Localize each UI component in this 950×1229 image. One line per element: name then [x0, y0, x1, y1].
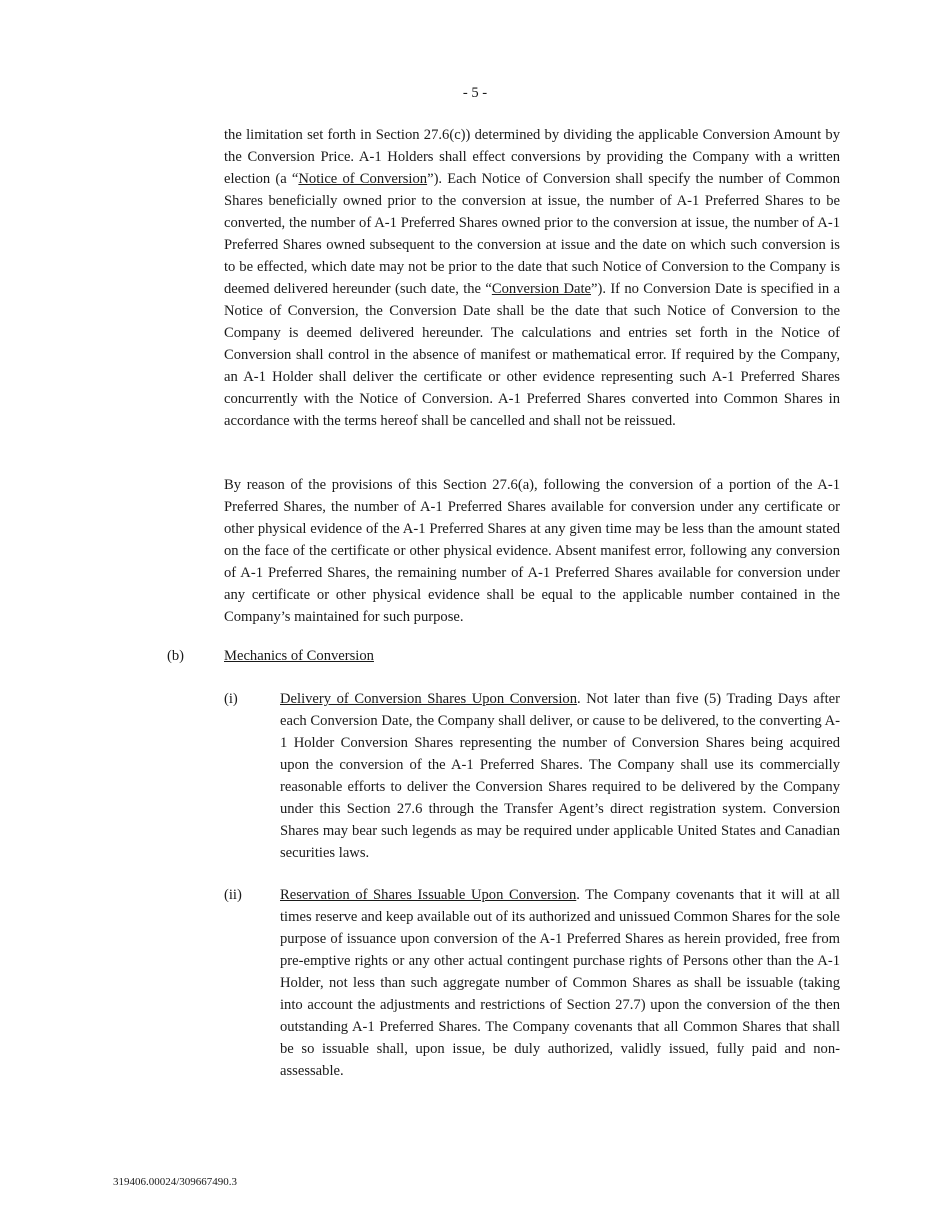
item-i-body: [280, 688, 840, 864]
item-ii-body: [280, 884, 840, 1082]
item-i: [224, 688, 840, 864]
document-footer-code: 319406.00024/309667490.3: [113, 1176, 238, 1188]
item-ii: [224, 884, 840, 1082]
section-b-number: (b): [167, 648, 185, 664]
item-ii-number: (ii): [224, 887, 242, 903]
item-i-number: (i): [224, 691, 238, 707]
item-i-text: . Not later than five (5) Trading Days after each Conversion Date, the Company shall deliver, or cause to be delivered, to the converting A-1 Holder Conversion Shares representing the number of Conversion Shares being acquired upon the conversion of the A-1 Preferred Shares. The Company shall use its commercially reasonable efforts to deliver the Conversion Shares required to be delivered by the Company under this Section 27.6 through the Transfer Agent’s direct registration system. Conversion Shares may bear such legends as may be required under applicable United States and Canadian securities laws.: [280, 691, 841, 861]
item-i-heading: Delivery of Conversion Shares Upon Conversion: [280, 691, 577, 707]
defined-term-conversion-date: Conversion Date: [491, 281, 592, 297]
item-ii-heading: Reservation of Shares Issuable Upon Conversion: [280, 887, 577, 903]
partial-conversion-paragraph: By reason of the provisions of this Section 27.6(a), following the conversion of a portion of the A-1 Preferred Shares, the number of A-1 Preferred Shares available for conversion under any certificate or other physical evidence of the A-1 Preferred Shares at any given time may be less than the amount stated on the face of the certificate or other physical evidence. Absent manifest error, following any conversion of A-1 Preferred Shares, the remaining number of A-1 Preferred Shares available for conversion under any certificate or other physical evidence shall be equal to the applicable number contained in the Company’s maintained for such purpose.: [224, 477, 840, 625]
section-b-heading: Mechanics of Conversion: [224, 648, 374, 664]
defined-term-notice-of-conversion: Notice of Conversion: [298, 171, 428, 187]
paragraph-text: ”). Each Notice of Conversion shall specify the number of Common Shares beneficially owned prior to the conversion at issue, the number of A-1 Preferred Shares to be converted, the number of A-1 Preferred Shares owned prior to the conversion at issue, the number of A-1 Preferred Shares owned subsequent to the conversion at issue and the date on which such conversion is to be effected, which date may not be prior to the date that such Notice of Conversion to the Company is deemed delivered hereunder (such date, the “: [224, 171, 840, 297]
item-ii-text: . The Company covenants that it will at all times reserve and keep available out of its authorized and unissued Common Shares for the sole purpose of issuance upon conversion of the A-1 Preferred Shares as herein provided, free from pre-emptive rights or any other actual contingent purchase rights of Persons other than the A-1 Holder, not less than such aggregate number of Common Shares as shall be issuable (taking into account the adjustments and restrictions of Section 27.7) upon the conversion of the then outstanding A-1 Preferred Shares. The Company covenants that all Common Shares that shall be so issuable shall, upon issue, be duly authorized, validly issued, fully paid and non-assessable.: [280, 887, 840, 1079]
page-number: - 5 -: [462, 85, 488, 101]
paragraph-text: the limitation set forth in Section 27.6(c)) determined by dividing the applicable Conversion Amount by the Conversion Price. A-1 Holders shall effect conversions by providing the Company with a written election (a “: [224, 127, 840, 187]
section-b: [167, 645, 847, 667]
conversion-paragraph: [224, 124, 840, 432]
paragraph-text: ”). If no Conversion Date is specified in a Notice of Conversion, the Conversion Date shall be the date that such Notice of Conversion to the Company is deemed delivered hereunder. The calculations and entries set forth in the Notice of Conversion shall control in the absence of manifest or mathematical error. If required by the Company, an A-1 Holder shall deliver the certificate or other evidence representing such A-1 Preferred Shares concurrently with the Notice of Conversion. A-1 Preferred Shares converted into Common Shares in accordance with the terms hereof shall be cancelled and shall not be reissued.: [224, 281, 840, 429]
